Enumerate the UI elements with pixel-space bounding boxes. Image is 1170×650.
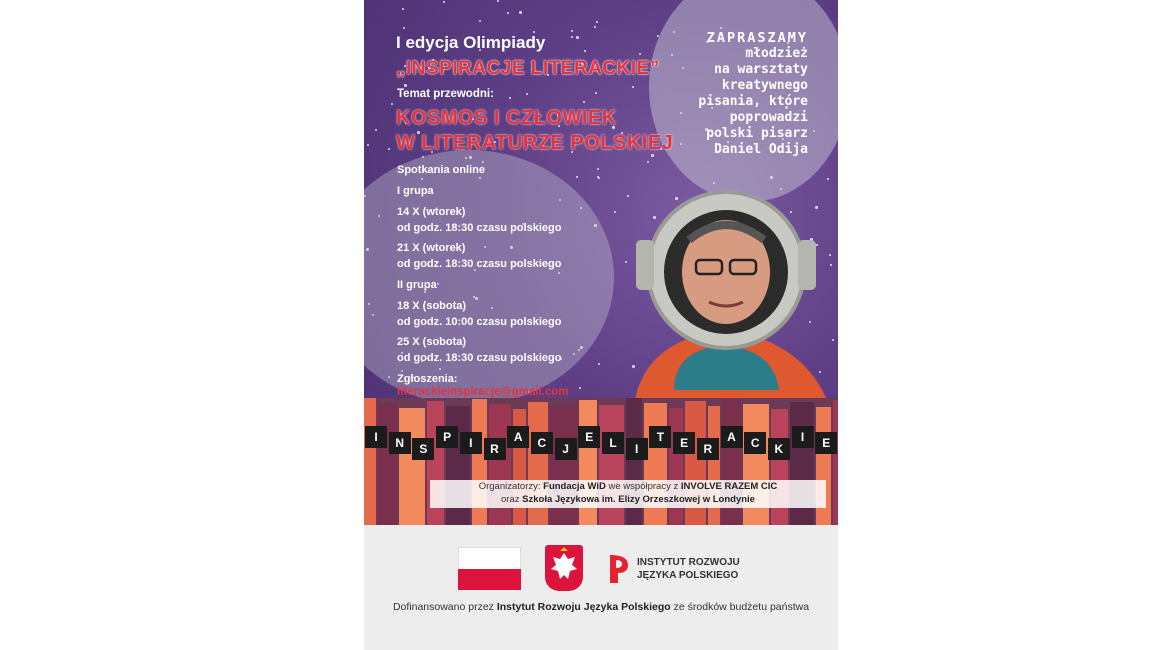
footer xyxy=(364,525,838,650)
book-letter: E xyxy=(815,432,837,454)
book-letter: J xyxy=(555,438,577,460)
organizer-fundacja: Fundacja WiD xyxy=(543,481,606,492)
polish-flag-icon xyxy=(458,547,521,589)
star xyxy=(596,21,598,23)
instytut-rozwoju-logo-icon xyxy=(606,553,630,585)
logo-line-2: JĘZYKA POLSKIEGO xyxy=(637,570,739,581)
olympiad-title: I edycja Olimpiady xyxy=(396,33,546,52)
star xyxy=(526,93,528,95)
book-letter: L xyxy=(602,432,624,454)
book-letter: I xyxy=(626,438,648,460)
star xyxy=(632,86,634,88)
signup-label: Zgłoszenia: xyxy=(397,373,458,385)
astronaut-illustration xyxy=(614,190,838,405)
star xyxy=(576,176,578,178)
organizer-involve: INVOLVE RAZEM CIC xyxy=(680,481,778,492)
star xyxy=(479,20,481,22)
star xyxy=(827,178,829,180)
star xyxy=(497,0,499,2)
star xyxy=(388,148,390,150)
star xyxy=(597,168,599,170)
theme-label: Temat przewodni: xyxy=(397,88,494,100)
book-letter: T xyxy=(649,426,671,448)
star xyxy=(367,144,369,146)
star xyxy=(402,8,404,10)
theme-line-1: KOSMOS I CZŁOWIEK xyxy=(396,107,617,129)
signup-email-link[interactable]: literackieinspiracje@gmail.com xyxy=(397,386,569,398)
invite-line-8: Daniel Odija xyxy=(714,142,808,157)
g2-item1-time: od godz. 10:00 czasu polskiego xyxy=(397,316,562,328)
funding-suffix: ze środków budżetu państwa xyxy=(673,601,810,613)
instytut-rozwoju-logo-text xyxy=(637,556,740,582)
star xyxy=(639,53,641,55)
star xyxy=(443,1,445,3)
star xyxy=(403,27,405,29)
star xyxy=(375,129,377,131)
book-spine xyxy=(378,403,397,525)
book-letter: E xyxy=(578,426,600,448)
book-letter: R xyxy=(484,438,506,460)
star xyxy=(509,97,511,99)
logo-line-1: INSTYTUT ROZWOJU xyxy=(637,557,740,568)
g2-item2-date: 25 X (sobota) xyxy=(397,336,467,348)
theme-line-2: W LITERATURZE POLSKIEJ xyxy=(396,132,674,154)
organizers-mid: we współpracy z xyxy=(608,481,679,492)
invite-line-1: ZAPRASZAMY xyxy=(706,30,808,46)
invite-line-2: młodzież xyxy=(745,46,808,61)
star xyxy=(598,177,600,179)
invite-line-4: kreatywnego xyxy=(721,78,808,93)
funding-prefix: Dofinansowano przez xyxy=(392,601,494,613)
star xyxy=(594,26,596,28)
book-letter: S xyxy=(412,438,434,460)
g2-item2-time: od godz. 18:30 czasu polskiego xyxy=(397,352,562,364)
star xyxy=(404,84,407,87)
g1-item1-time: od godz. 18:30 czasu polskiego xyxy=(397,222,562,234)
poster xyxy=(364,0,838,650)
star xyxy=(579,387,581,389)
group1-label: I grupa xyxy=(397,185,434,197)
book-spine xyxy=(399,408,425,525)
olympiad-name: „INSPIRACJE LITERACKIE” xyxy=(396,58,660,79)
star xyxy=(598,363,600,365)
star xyxy=(571,36,573,38)
star xyxy=(571,30,573,32)
book-letter: C xyxy=(744,432,766,454)
star xyxy=(595,92,597,94)
g2-item1-date: 18 X (sobota) xyxy=(397,300,467,312)
organizers-prefix: Organizatorzy: xyxy=(478,481,541,492)
organizers-box xyxy=(430,480,826,508)
invite-line-5: pisania, które xyxy=(698,94,808,109)
invite-line-3: na warsztaty xyxy=(714,62,808,77)
funding-note xyxy=(364,601,838,613)
book-letter: A xyxy=(507,426,529,448)
g1-item1-date: 14 X (wtorek) xyxy=(397,206,466,218)
funding-org: Instytut Rozwoju Języka Polskiego xyxy=(496,601,671,613)
book-letter: I xyxy=(460,432,482,454)
star xyxy=(576,36,579,39)
g1-item2-date: 21 X (wtorek) xyxy=(397,242,466,254)
star xyxy=(391,103,393,105)
g1-item2-time: od godz. 18:30 czasu polskiego xyxy=(397,258,562,270)
book-letter: R xyxy=(697,438,719,460)
book-letter: N xyxy=(389,432,411,454)
organizer-school: Szkoła Językowa im. Elizy Orzeszkowej w Londynie xyxy=(522,494,755,505)
book-letter: I xyxy=(792,426,814,448)
book-letter: K xyxy=(768,438,790,460)
star xyxy=(583,101,585,103)
group2-label: II grupa xyxy=(397,279,437,291)
invite-line-7: polski pisarz xyxy=(706,126,808,141)
book-letter: A xyxy=(721,426,743,448)
star xyxy=(584,50,586,52)
book-spine xyxy=(364,398,376,525)
star xyxy=(647,161,649,163)
invite-line-6: poprowadzi xyxy=(729,110,808,125)
polish-eagle-emblem-icon xyxy=(545,545,583,591)
invite-text xyxy=(698,30,808,158)
schedule-heading: Spotkania online xyxy=(397,164,486,176)
star xyxy=(507,12,509,14)
organizers-line2-prefix: oraz xyxy=(501,494,520,505)
book-spine xyxy=(833,400,838,525)
star xyxy=(519,11,522,14)
book-letter: P xyxy=(436,426,458,448)
book-letter: C xyxy=(531,432,553,454)
book-letter: E xyxy=(673,432,695,454)
book-letter: I xyxy=(365,426,387,448)
